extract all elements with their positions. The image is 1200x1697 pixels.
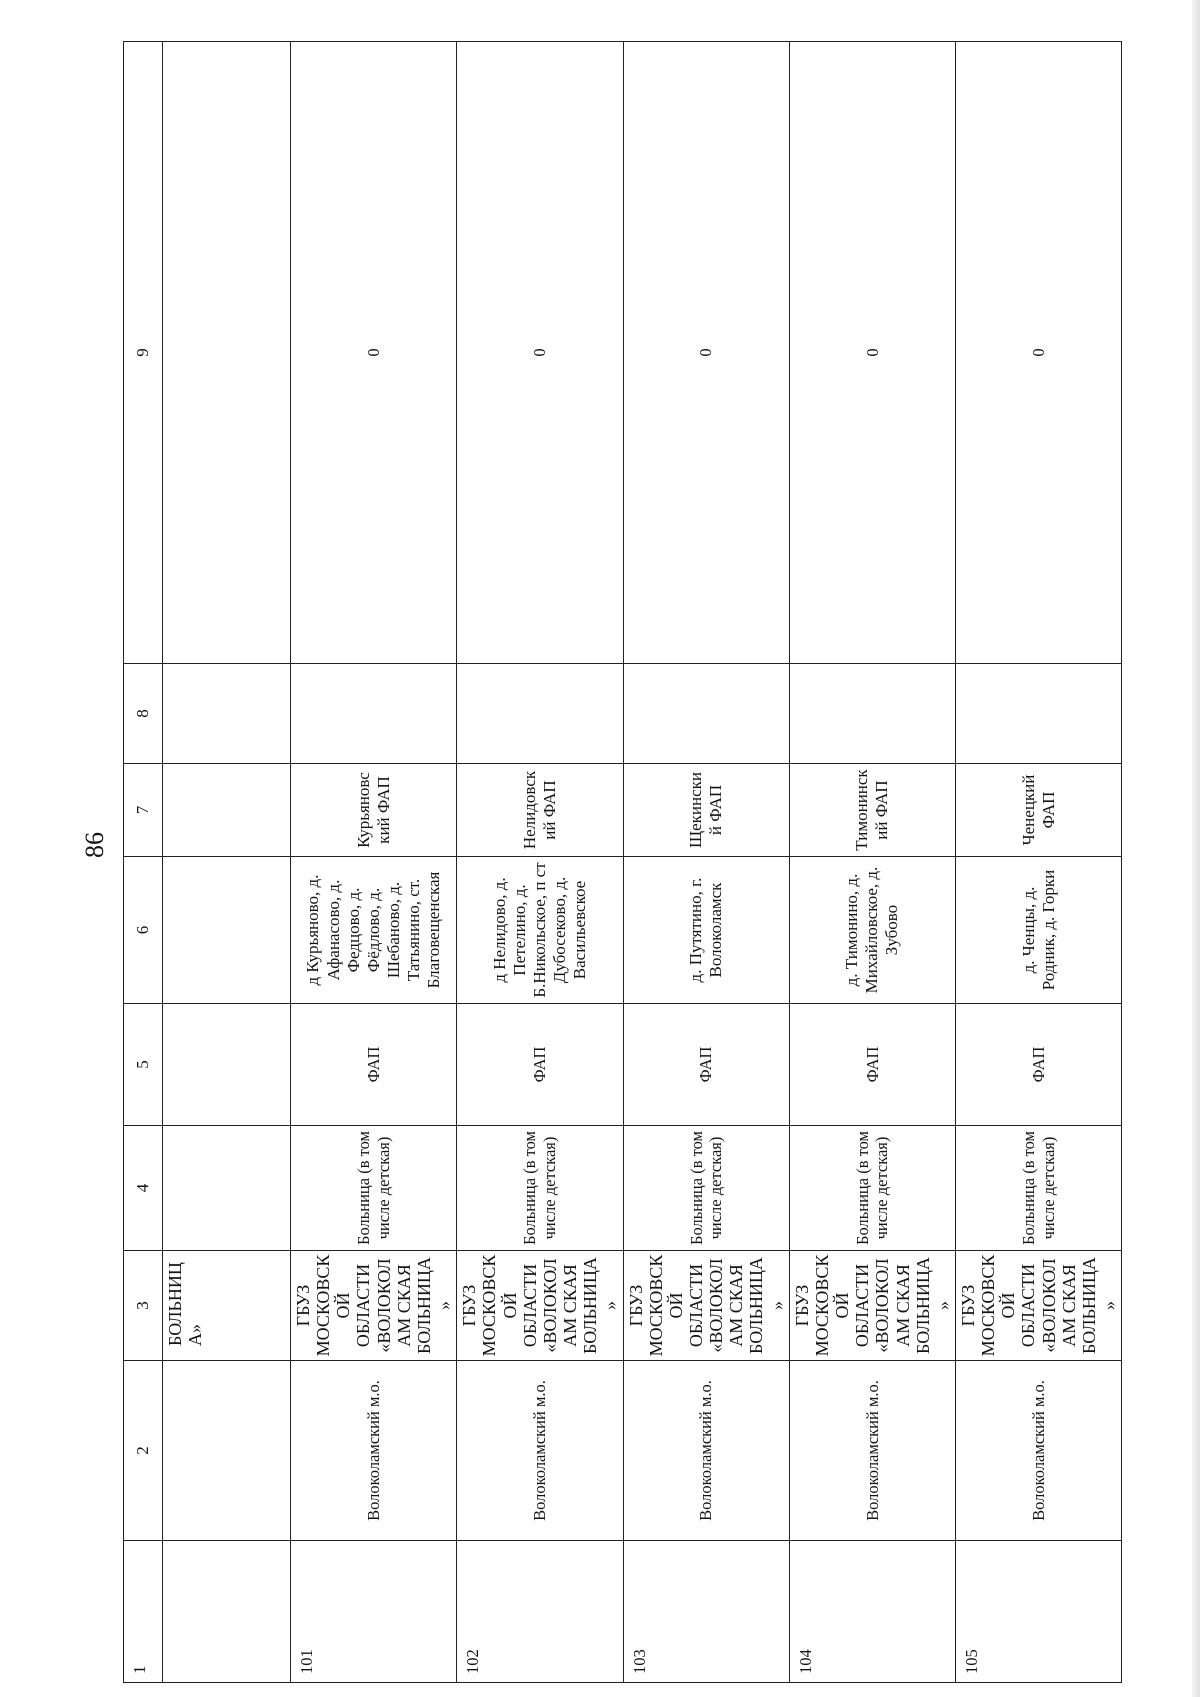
facilities-table xyxy=(123,41,1122,1683)
row-number: 101 xyxy=(291,1541,457,1683)
facility-type-cell: Больница (в том числе детская) xyxy=(457,1126,623,1251)
col9-cell: 0 xyxy=(623,42,789,664)
organization-cell: ГБУЗ МОСКОВСКОЙ ОБЛАСТИ «ВОЛОКОЛАМ СКАЯ БОЛЬНИЦА» xyxy=(457,1251,623,1361)
unit-type-cell: ФАП xyxy=(291,1004,457,1126)
settlements-cell: д. Путятино, г. Волоколамск xyxy=(623,857,789,1004)
col-number: 2 xyxy=(124,1361,163,1541)
row-number: 105 xyxy=(956,1541,1122,1683)
settlements-cell: д. Ченцы, д. Родник, д. Горки xyxy=(956,857,1122,1004)
settlements-cell: д Нелидово, д. Петелино, д. Б.Никольское, п ст Дубосеково, д. Васильевское xyxy=(457,857,623,1004)
facility-type-cell: Больница (в том числе детская) xyxy=(291,1126,457,1251)
organization-cell: ГБУЗ МОСКОВСКОЙ ОБЛАСТИ «ВОЛОКОЛАМ СКАЯ БОЛЬНИЦА» xyxy=(291,1251,457,1361)
col-number: 5 xyxy=(124,1004,163,1126)
rotated-table-container xyxy=(123,41,1120,1683)
district-cell: Волоколамский м.о. xyxy=(789,1361,955,1541)
facility-type-cell: Больница (в том числе детская) xyxy=(789,1126,955,1251)
col9-cell: 0 xyxy=(457,42,623,664)
organization-cell: ГБУЗ МОСКОВСКОЙ ОБЛАСТИ «ВОЛОКОЛАМ СКАЯ БОЛЬНИЦА» xyxy=(956,1251,1122,1361)
empty-cell xyxy=(163,857,291,1004)
unit-type-cell: ФАП xyxy=(789,1004,955,1126)
district-cell: Волоколамский м.о. xyxy=(956,1361,1122,1541)
empty-cell xyxy=(163,42,291,664)
col9-cell: 0 xyxy=(956,42,1122,664)
empty-cell xyxy=(163,1541,291,1683)
table-row xyxy=(789,42,955,1683)
col9-cell: 0 xyxy=(789,42,955,664)
unit-name-cell: Щекинский ФАП xyxy=(623,764,789,857)
col-number: 4 xyxy=(124,1126,163,1251)
column-number-row xyxy=(124,42,163,1683)
facility-type-cell: Больница (в том числе детская) xyxy=(956,1126,1122,1251)
col-number: 7 xyxy=(124,764,163,857)
settlements-cell: д Курьяново, д. Афанасово, д. Федцово, д. Фёдлово, д. Шебаново, д. Татьянино, ст. Благовещенская xyxy=(291,857,457,1004)
unit-type-cell: ФАП xyxy=(956,1004,1122,1126)
table-row xyxy=(457,42,623,1683)
table-row xyxy=(623,42,789,1683)
col-number: 1 xyxy=(124,1541,163,1683)
empty-cell xyxy=(163,1361,291,1541)
organization-cell: ГБУЗ МОСКОВСКОЙ ОБЛАСТИ «ВОЛОКОЛАМ СКАЯ БОЛЬНИЦА» xyxy=(623,1251,789,1361)
col8-cell xyxy=(623,664,789,764)
col8-cell xyxy=(956,664,1122,764)
row-number: 104 xyxy=(789,1541,955,1683)
page-number: 86 xyxy=(80,832,109,858)
col-number: 9 xyxy=(124,42,163,664)
row-number: 102 xyxy=(457,1541,623,1683)
col-number: 8 xyxy=(124,664,163,764)
col8-cell xyxy=(789,664,955,764)
table-row xyxy=(291,42,457,1683)
empty-cell xyxy=(163,1126,291,1251)
col8-cell xyxy=(291,664,457,764)
table-row xyxy=(956,42,1122,1683)
carry-over-row xyxy=(163,42,291,1683)
empty-cell xyxy=(163,664,291,764)
district-cell: Волоколамский м.о. xyxy=(291,1361,457,1541)
unit-name-cell: Курьяновский ФАП xyxy=(291,764,457,857)
unit-name-cell: Нелидовский ФАП xyxy=(457,764,623,857)
empty-cell xyxy=(163,1004,291,1126)
col-number: 3 xyxy=(124,1251,163,1361)
unit-type-cell: ФАП xyxy=(457,1004,623,1126)
col9-cell: 0 xyxy=(291,42,457,664)
col8-cell xyxy=(457,664,623,764)
unit-type-cell: ФАП xyxy=(623,1004,789,1126)
carry-over-text: БОЛЬНИЦА» xyxy=(163,1251,291,1361)
settlements-cell: д. Тимонино, д. Михайловское, д. Зубово xyxy=(789,857,955,1004)
district-cell: Волоколамский м.о. xyxy=(457,1361,623,1541)
empty-cell xyxy=(163,764,291,857)
district-cell: Волоколамский м.о. xyxy=(623,1361,789,1541)
unit-name-cell: Ченецкий ФАП xyxy=(956,764,1122,857)
unit-name-cell: Тимонинский ФАП xyxy=(789,764,955,857)
scan-edge xyxy=(1192,0,1200,1697)
facility-type-cell: Больница (в том числе детская) xyxy=(623,1126,789,1251)
organization-cell: ГБУЗ МОСКОВСКОЙ ОБЛАСТИ «ВОЛОКОЛАМ СКАЯ БОЛЬНИЦА» xyxy=(789,1251,955,1361)
col-number: 6 xyxy=(124,857,163,1004)
row-number: 103 xyxy=(623,1541,789,1683)
